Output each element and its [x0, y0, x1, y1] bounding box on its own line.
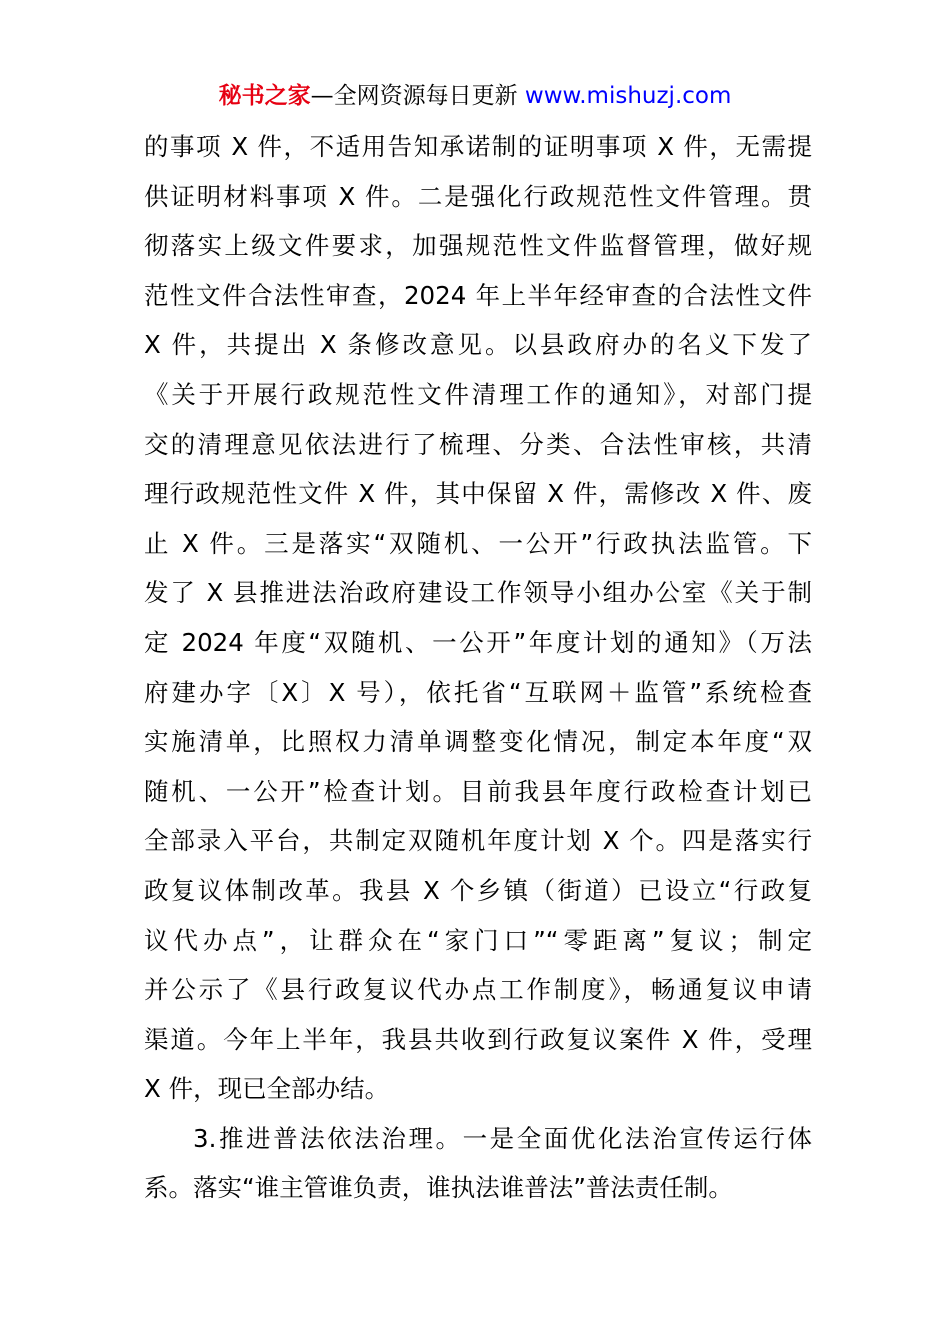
site-header	[0, 80, 950, 112]
site-url-link[interactable]: www.mishuzj.com	[524, 83, 732, 109]
body-line: 定 2024 年度“双随机、一公开”年度计划的通知》（万法	[144, 627, 812, 657]
body-line: 府建办字〔X〕X 号），依托省“互联网＋监管”系统检查	[144, 677, 812, 707]
body-line: 系。落实“谁主管谁负责，谁执法谁普法”普法责任制。	[144, 1173, 733, 1203]
body-line: 彻落实上级文件要求，加强规范性文件监督管理，做好规	[144, 231, 812, 261]
body-line: 《关于开展行政规范性文件清理工作的通知》，对部门提	[144, 379, 812, 409]
body-line: X 件，共提出 X 条修改意见。以县政府办的名义下发了	[144, 330, 812, 360]
body-line: 议代办点”，让群众在“家门口”“零距离”复议；制定	[144, 925, 812, 955]
body-line: 渠道。今年上半年，我县共收到行政复议案件 X 件，受理	[144, 1024, 812, 1054]
section-heading-line: 3.推进普法依法治理。一是全面优化法治宣传运行体	[193, 1123, 812, 1153]
body-line: 并公示了《县行政复议代办点工作制度》，畅通复议申请	[144, 975, 812, 1005]
body-line: 供证明材料事项 X 件。二是强化行政规范性文件管理。贯	[144, 181, 812, 211]
body-line: 范性文件合法性审查，2024 年上半年经审查的合法性文件	[144, 280, 812, 310]
body-line: 交的清理意见依法进行了梳理、分类、合法性审核，共清	[144, 429, 812, 459]
body-line: 随机、一公开”检查计划。目前我县年度行政检查计划已	[144, 776, 812, 806]
body-line: 发了 X 县推进法治政府建设工作领导小组办公室《关于制	[144, 578, 812, 608]
body-line: X 件，现已全部办结。	[144, 1074, 390, 1104]
body-line: 的事项 X 件，不适用告知承诺制的证明事项 X 件，无需提	[144, 132, 812, 161]
site-tagline: —全网资源每日更新	[310, 83, 518, 109]
site-brand: 秘书之家	[218, 83, 311, 109]
body-line: 全部录入平台，共制定双随机年度计划 X 个。四是落实行	[144, 826, 812, 856]
document-body	[144, 122, 812, 1213]
body-line: 实施清单，比照权力清单调整变化情况，制定本年度“双	[144, 727, 812, 757]
body-line: 理行政规范性文件 X 件，其中保留 X 件，需修改 X 件、废	[144, 479, 812, 509]
body-line: 政复议体制改革。我县 X 个乡镇（街道）已设立“行政复	[144, 875, 812, 905]
body-line: 止 X 件。三是落实“双随机、一公开”行政执法监管。下	[144, 528, 812, 558]
